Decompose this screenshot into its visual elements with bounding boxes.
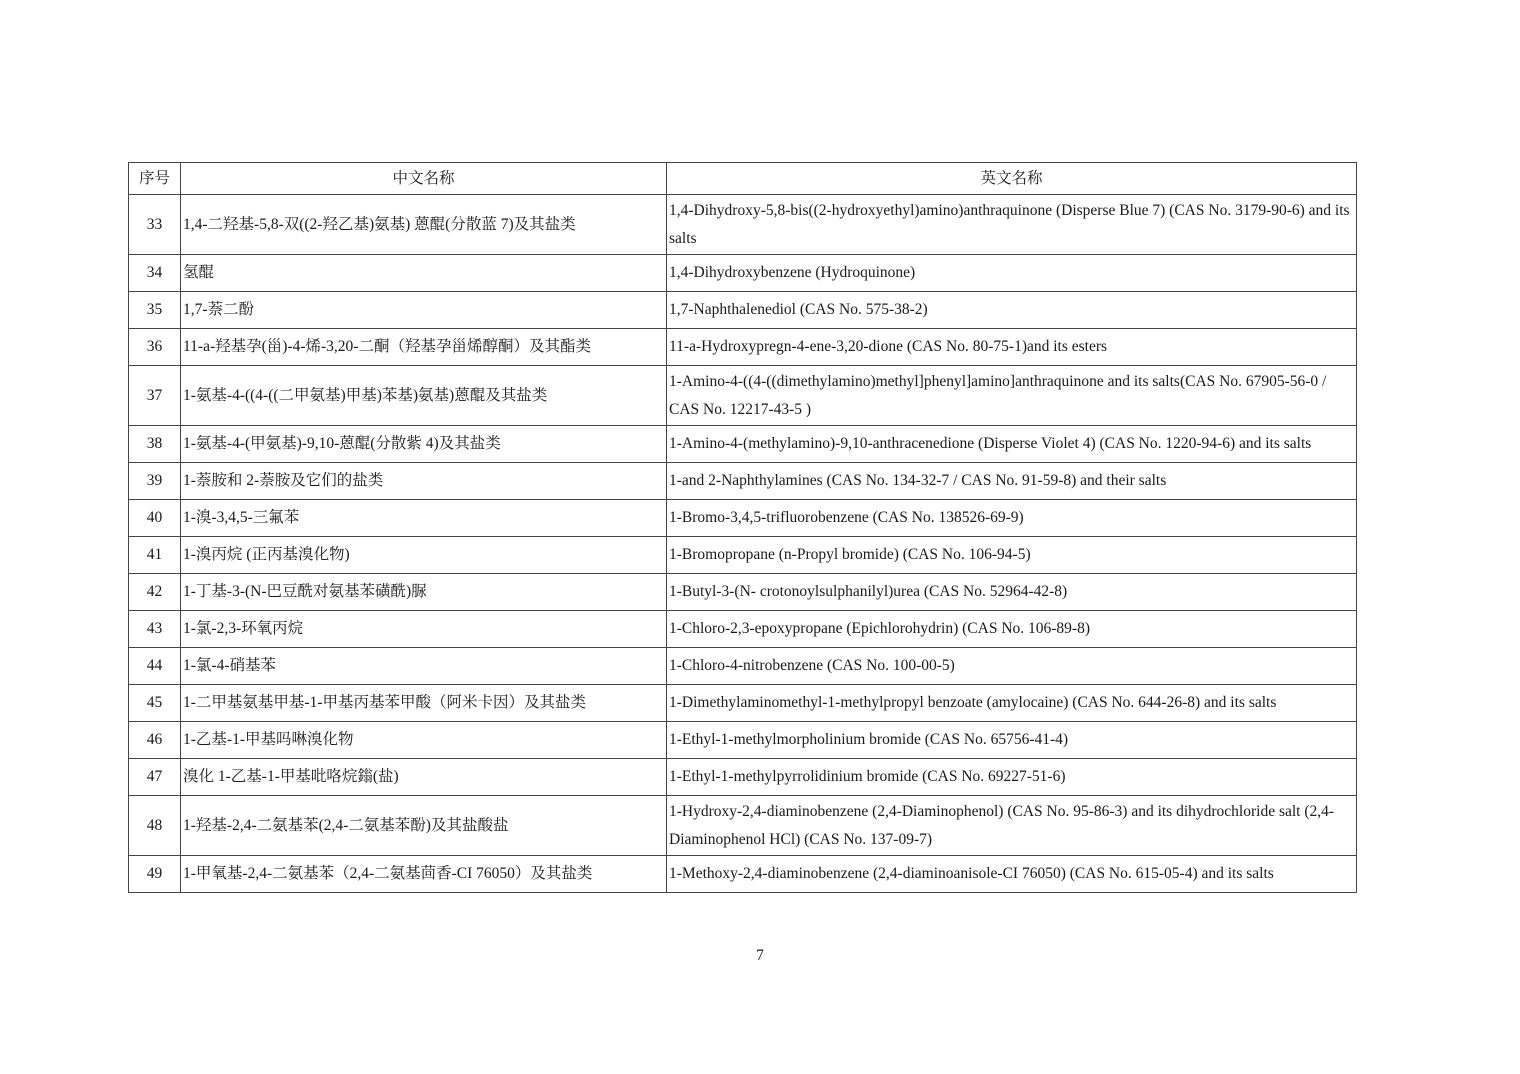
row-serial-number: 43: [129, 611, 181, 648]
row-english-name: 1-Chloro-2,3-epoxypropane (Epichlorohydrin) (CAS No. 106-89-8): [667, 611, 1357, 648]
row-english-name: 1-Butyl-3-(N- crotonoylsulphanilyl)urea (CAS No. 52964-42-8): [667, 574, 1357, 611]
row-serial-number: 48: [129, 796, 181, 856]
row-english-name: 1-Amino-4-((4-((dimethylamino)methyl]phenyl]amino]anthraquinone and its salts(CAS No. 67905-56-0 / CAS No. 12217-43-5 ): [667, 366, 1357, 426]
table-header-row: [129, 163, 1357, 195]
row-chinese-name: 1-溴丙烷 (正丙基溴化物): [181, 537, 667, 574]
row-serial-number: 40: [129, 500, 181, 537]
table-row: [129, 611, 1357, 648]
row-serial-number: 33: [129, 195, 181, 255]
row-serial-number: 39: [129, 463, 181, 500]
table-row: [129, 648, 1357, 685]
header-serial-number: 序号: [129, 163, 181, 195]
row-serial-number: 37: [129, 366, 181, 426]
table-row: [129, 426, 1357, 463]
row-chinese-name: 1-丁基-3-(N-巴豆酰对氨基苯磺酰)脲: [181, 574, 667, 611]
row-serial-number: 44: [129, 648, 181, 685]
row-chinese-name: 1-乙基-1-甲基吗啉溴化物: [181, 722, 667, 759]
row-serial-number: 47: [129, 759, 181, 796]
header-english-name: 英文名称: [667, 163, 1357, 195]
row-chinese-name: 1-萘胺和 2-萘胺及它们的盐类: [181, 463, 667, 500]
row-chinese-name: 1,7-萘二酚: [181, 292, 667, 329]
row-english-name: 1,7-Naphthalenediol (CAS No. 575-38-2): [667, 292, 1357, 329]
table-row: [129, 329, 1357, 366]
table-row: [129, 722, 1357, 759]
header-chinese-name: 中文名称: [181, 163, 667, 195]
row-serial-number: 49: [129, 856, 181, 893]
table-row: [129, 574, 1357, 611]
row-english-name: 11-a-Hydroxypregn-4-ene-3,20-dione (CAS No. 80-75-1)and its esters: [667, 329, 1357, 366]
row-chinese-name: 1-氯-2,3-环氧丙烷: [181, 611, 667, 648]
table-row: [129, 796, 1357, 856]
row-serial-number: 36: [129, 329, 181, 366]
row-english-name: 1-Amino-4-(methylamino)-9,10-anthracenedione (Disperse Violet 4) (CAS No. 1220-94-6) and its salts: [667, 426, 1357, 463]
row-english-name: 1-Bromopropane (n-Propyl bromide) (CAS No. 106-94-5): [667, 537, 1357, 574]
row-english-name: 1,4-Dihydroxy-5,8-bis((2-hydroxyethyl)amino)anthraquinone (Disperse Blue 7) (CAS No. 3179-90-6) and its salts: [667, 195, 1357, 255]
row-chinese-name: 11-a-羟基孕(甾)-4-烯-3,20-二酮（羟基孕甾烯醇酮）及其酯类: [181, 329, 667, 366]
row-chinese-name: 1,4-二羟基-5,8-双((2-羟乙基)氨基) 蒽醌(分散蓝 7)及其盐类: [181, 195, 667, 255]
table-row: [129, 366, 1357, 426]
row-english-name: 1-Dimethylaminomethyl-1-methylpropyl benzoate (amylocaine) (CAS No. 644-26-8) and its salts: [667, 685, 1357, 722]
row-serial-number: 46: [129, 722, 181, 759]
row-serial-number: 35: [129, 292, 181, 329]
table-row: [129, 292, 1357, 329]
row-chinese-name: 1-氯-4-硝基苯: [181, 648, 667, 685]
table-row: [129, 463, 1357, 500]
substance-table: [128, 162, 1357, 893]
page-number: 7: [756, 947, 764, 964]
row-english-name: 1-and 2-Naphthylamines (CAS No. 134-32-7 / CAS No. 91-59-8) and their salts: [667, 463, 1357, 500]
table-body: [129, 195, 1357, 893]
row-english-name: 1-Ethyl-1-methylmorpholinium bromide (CAS No. 65756-41-4): [667, 722, 1357, 759]
row-english-name: 1-Bromo-3,4,5-trifluorobenzene (CAS No. 138526-69-9): [667, 500, 1357, 537]
table-row: [129, 856, 1357, 893]
row-english-name: 1-Ethyl-1-methylpyrrolidinium bromide (CAS No. 69227-51-6): [667, 759, 1357, 796]
row-chinese-name: 1-氨基-4-(甲氨基)-9,10-蒽醌(分散紫 4)及其盐类: [181, 426, 667, 463]
row-english-name: 1-Methoxy-2,4-diaminobenzene (2,4-diaminoanisole-CI 76050) (CAS No. 615-05-4) and its salts: [667, 856, 1357, 893]
row-chinese-name: 1-氨基-4-((4-((二甲氨基)甲基)苯基)氨基)蒽醌及其盐类: [181, 366, 667, 426]
table-row: [129, 685, 1357, 722]
row-chinese-name: 氢醌: [181, 255, 667, 292]
row-chinese-name: 1-二甲基氨基甲基-1-甲基丙基苯甲酸（阿米卡因）及其盐类: [181, 685, 667, 722]
row-english-name: 1-Chloro-4-nitrobenzene (CAS No. 100-00-5): [667, 648, 1357, 685]
row-serial-number: 41: [129, 537, 181, 574]
row-serial-number: 34: [129, 255, 181, 292]
table-row: [129, 759, 1357, 796]
row-chinese-name: 1-溴-3,4,5-三氟苯: [181, 500, 667, 537]
row-chinese-name: 1-甲氧基-2,4-二氨基苯（2,4-二氨基茴香-CI 76050）及其盐类: [181, 856, 667, 893]
table-row: [129, 537, 1357, 574]
table-row: [129, 195, 1357, 255]
table-row: [129, 255, 1357, 292]
row-serial-number: 38: [129, 426, 181, 463]
table-row: [129, 500, 1357, 537]
row-english-name: 1-Hydroxy-2,4-diaminobenzene (2,4-Diaminophenol) (CAS No. 95-86-3) and its dihydrochloride salt (2,4-Diaminophenol HCl) (CAS No. 137-09-7): [667, 796, 1357, 856]
row-chinese-name: 溴化 1-乙基-1-甲基吡咯烷鎓(盐): [181, 759, 667, 796]
row-serial-number: 45: [129, 685, 181, 722]
row-chinese-name: 1-羟基-2,4-二氨基苯(2,4-二氨基苯酚)及其盐酸盐: [181, 796, 667, 856]
row-english-name: 1,4-Dihydroxybenzene (Hydroquinone): [667, 255, 1357, 292]
row-serial-number: 42: [129, 574, 181, 611]
